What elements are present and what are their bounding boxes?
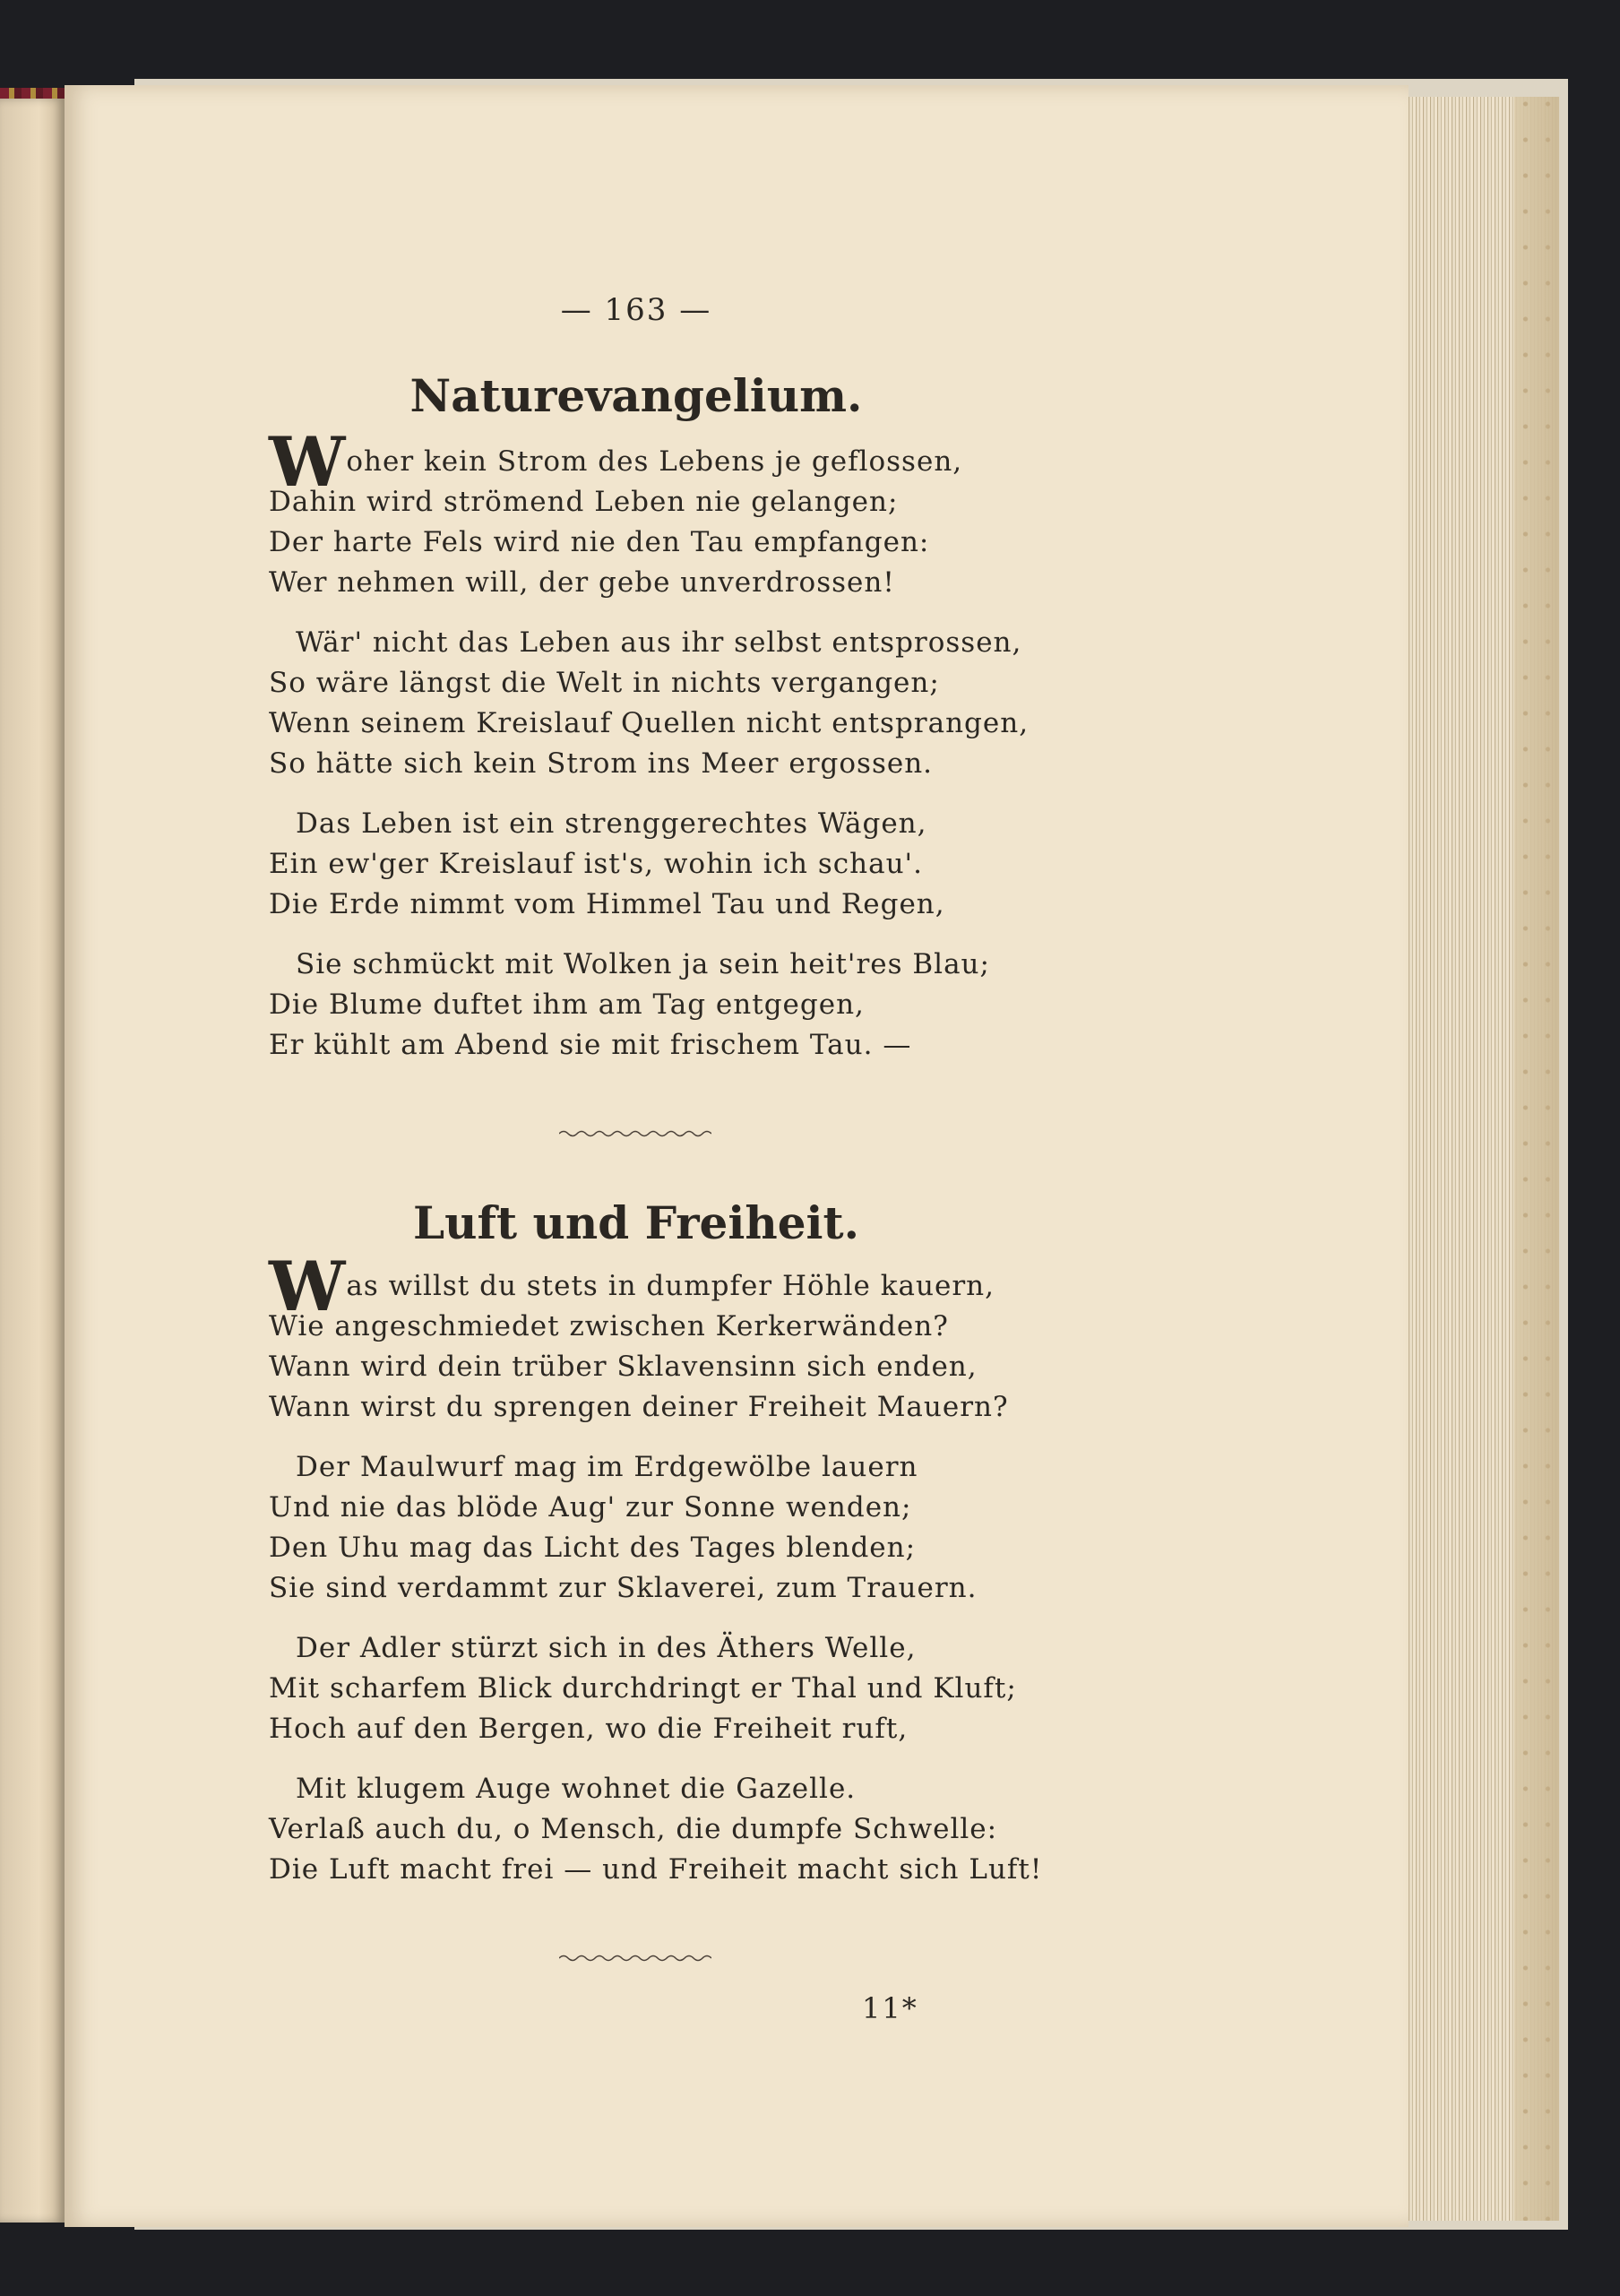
poem-line: Sie sind verdammt zur Sklaverei, zum Trauern. [269,1572,978,1604]
stanza [269,1628,1017,1749]
stanza [269,1247,1009,1428]
stanza [269,1769,1043,1890]
poem-line: Und nie das blöde Aug' zur Sonne wenden; [269,1491,912,1523]
poem-line: Den Uhu mag das Licht des Tages blenden; [269,1532,917,1564]
poem-line: Wer nehmen will, der gebe unverdrossen! [269,566,895,599]
poem-line: Wenn seinem Kreislauf Quellen nicht entsprangen, [269,707,1030,739]
poem-line: Dahin wird strömend Leben nie gelangen; [269,486,899,518]
poem-line: Verlaß auch du, o Mensch, die dumpfe Schwelle: [269,1813,998,1845]
stanza [269,623,1030,784]
poem-line: Wär' nicht das Leben aus ihr selbst entsprossen, [296,626,1022,659]
poem-line: Er kühlt am Abend sie mit frischem Tau. — [269,1029,912,1061]
poem-line: Ein ew'ger Kreislauf ist's, wohin ich schau'. [269,848,923,880]
poem-line: Hoch auf den Bergen, wo die Freiheit ruft, [269,1713,909,1745]
poem-line: Der Adler stürzt sich in des Äthers Welle, [296,1632,917,1664]
ornament-divider [559,1952,711,1964]
poem-line-rest: as willst du stets in dumpfer Höhle kauern, [346,1270,995,1302]
poem-line: Die Blume duftet ihm am Tag entgegen, [269,988,865,1021]
stanza [269,804,1004,925]
poem-line: Wann wird dein trüber Sklavensinn sich enden, [269,1351,978,1383]
poem-body [269,422,1030,1085]
page-number: — 163 — [560,292,712,328]
signature-mark: 11* [862,1991,918,2025]
poem-title: Luft und Freiheit. [412,1196,860,1249]
poem-line: Wann wirst du sprengen deiner Freiheit Mauern? [269,1391,1009,1423]
poem-line: Wie angeschmiedet zwischen Kerkerwänden? [269,1310,949,1342]
poem-line-rest: oher kein Strom des Lebens je geflossen, [346,445,963,478]
stanza [269,1447,1004,1609]
poem-line: So hätte sich kein Strom ins Meer ergossen. [269,747,934,780]
poem-line: Mit klugem Auge wohnet die Gazelle. [296,1773,857,1805]
stanza [269,945,1004,1066]
poem-line: Die Erde nimmt vom Himmel Tau und Regen, [269,888,945,920]
poem-body [269,1247,1043,1910]
poem-line: Die Luft macht frei — und Freiheit macht sich Luft! [269,1853,1043,1886]
poem-line: Das Leben ist ein strenggerechtes Wägen, [296,807,927,840]
poem-line: Sie schmückt mit Wolken ja sein heit'res Blau; [296,948,990,980]
poem-line: Mit scharfem Blick durchdringt er Thal und Kluft; [269,1672,1017,1705]
poem-line: So wäre längst die Welt in nichts vergangen; [269,667,940,699]
drop-cap: W [269,422,347,502]
poem-line: Der harte Fels wird nie den Tau empfangen: [269,526,930,558]
stanza [269,422,1004,603]
ornament-divider [559,1127,711,1140]
poem-title: Naturevangelium. [409,369,863,422]
poem-line: Der Maulwurf mag im Erdgewölbe lauern [296,1451,918,1483]
drop-cap: W [269,1247,347,1326]
